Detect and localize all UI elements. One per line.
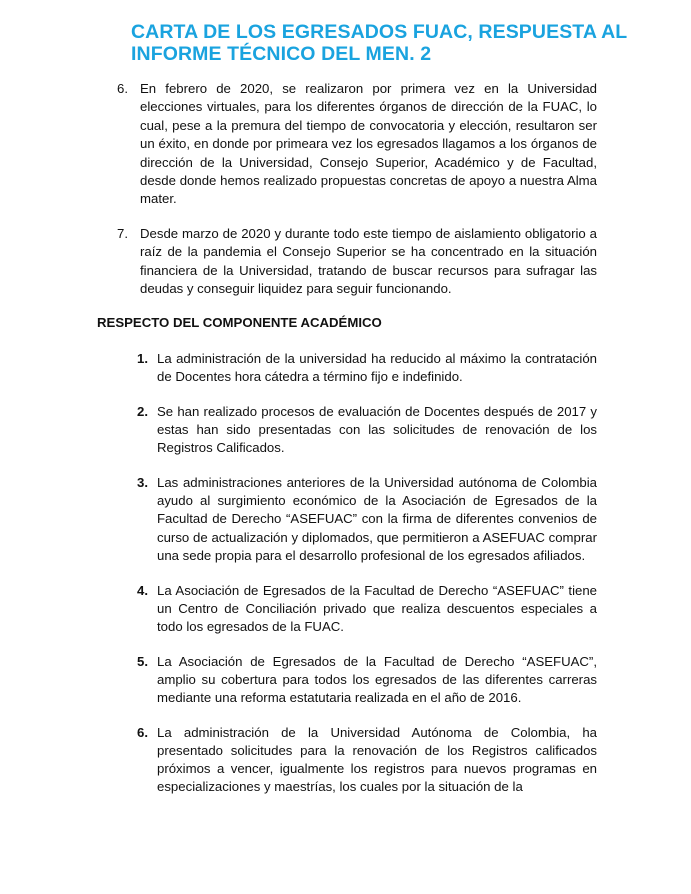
list-item-number: 4. xyxy=(137,582,148,598)
document-title: CARTA DE LOS EGRESADOS FUAC, RESPUESTA AL INFORME TÉCNICO DEL MEN. 2 xyxy=(131,21,627,65)
list-item xyxy=(117,80,597,209)
list-item xyxy=(137,582,597,637)
list-item-text: Se han realizado procesos de evaluación de Docentes después de 2017 y estas han sido presentadas con las solicitudes de renovación de los Registros Calificados. xyxy=(157,403,597,456)
list-item-number: 2. xyxy=(137,403,148,419)
list-item xyxy=(117,225,597,299)
list-item-text: Las administraciones anteriores de la Universidad autónoma de Colombia ayudo al surgimiento económico de la Asociación de Egresados de la Facultad de Derecho “ASEFUAC” con la firma de diferentes convenios de curso de actualización y diplomados, que permitieron a ASEFUAC comprar una sede propia para el desarrollo profesional de los egresados afiliados. xyxy=(157,475,597,563)
list-item-text: La Asociación de Egresados de la Facultad de Derecho “ASEFUAC”, amplio su cobertura para todos los egresados de las diferentes carreras mediante una reforma estatutaria realizada en el año de 2016. xyxy=(157,653,597,706)
list-item-text: En febrero de 2020, se realizaron por primera vez en la Universidad elecciones virtuales, para los diferentes órganos de dirección de la FUAC, lo cual, pese a la premura del tiempo de convocatoria y elección, resultaron ser un éxito, en donde por primeara vez los egresados llagamos a los órganos de dirección de la Universidad, Consejo Superior, Académico y de Facultad, desde donde hemos realizado propuestas concretas de apoyo a nuestra Alma mater. xyxy=(140,81,597,207)
list-item-number: 1. xyxy=(137,351,148,366)
intro-list xyxy=(117,80,597,298)
list-item xyxy=(137,724,597,797)
list-item-text: La Asociación de Egresados de la Facultad de Derecho “ASEFUAC” tiene un Centro de Conciliación privado que realiza descuentos especiales a todo los egresados de la FUAC. xyxy=(157,582,597,634)
list-item-text: La administración de la universidad ha reducido al máximo la contratación de Docentes hora cátedra a término fijo e indefinido. xyxy=(157,351,597,385)
list-item-number: 6. xyxy=(117,81,128,96)
academic-list xyxy=(137,350,597,797)
section-heading: RESPECTO DEL COMPONENTE ACADÉMICO xyxy=(97,315,382,330)
list-item xyxy=(137,350,597,386)
list-item-number: 5. xyxy=(137,653,148,669)
list-item xyxy=(137,403,597,458)
list-item xyxy=(137,474,597,565)
list-item-text: Desde marzo de 2020 y durante todo este tiempo de aislamiento obligatorio a raíz de la pandemia el Consejo Superior se ha concentrado en la situación financiera de la Universidad, tratando de buscar recursos para sufragar las deudas y conseguir liquidez para seguir funcionando. xyxy=(140,225,597,297)
list-item-text: La administración de la Universidad Autónoma de Colombia, ha presentado solicitudes para la renovación de los Registros calificados próximos a vencer, igualmente los registros para nuevos programas en especializaciones y maestrías, los cuales por la situación de la xyxy=(157,724,597,795)
list-item-number: 3. xyxy=(137,475,148,491)
list-item-number: 7. xyxy=(117,225,128,241)
list-item-number: 6. xyxy=(137,724,148,740)
list-item xyxy=(137,653,597,708)
